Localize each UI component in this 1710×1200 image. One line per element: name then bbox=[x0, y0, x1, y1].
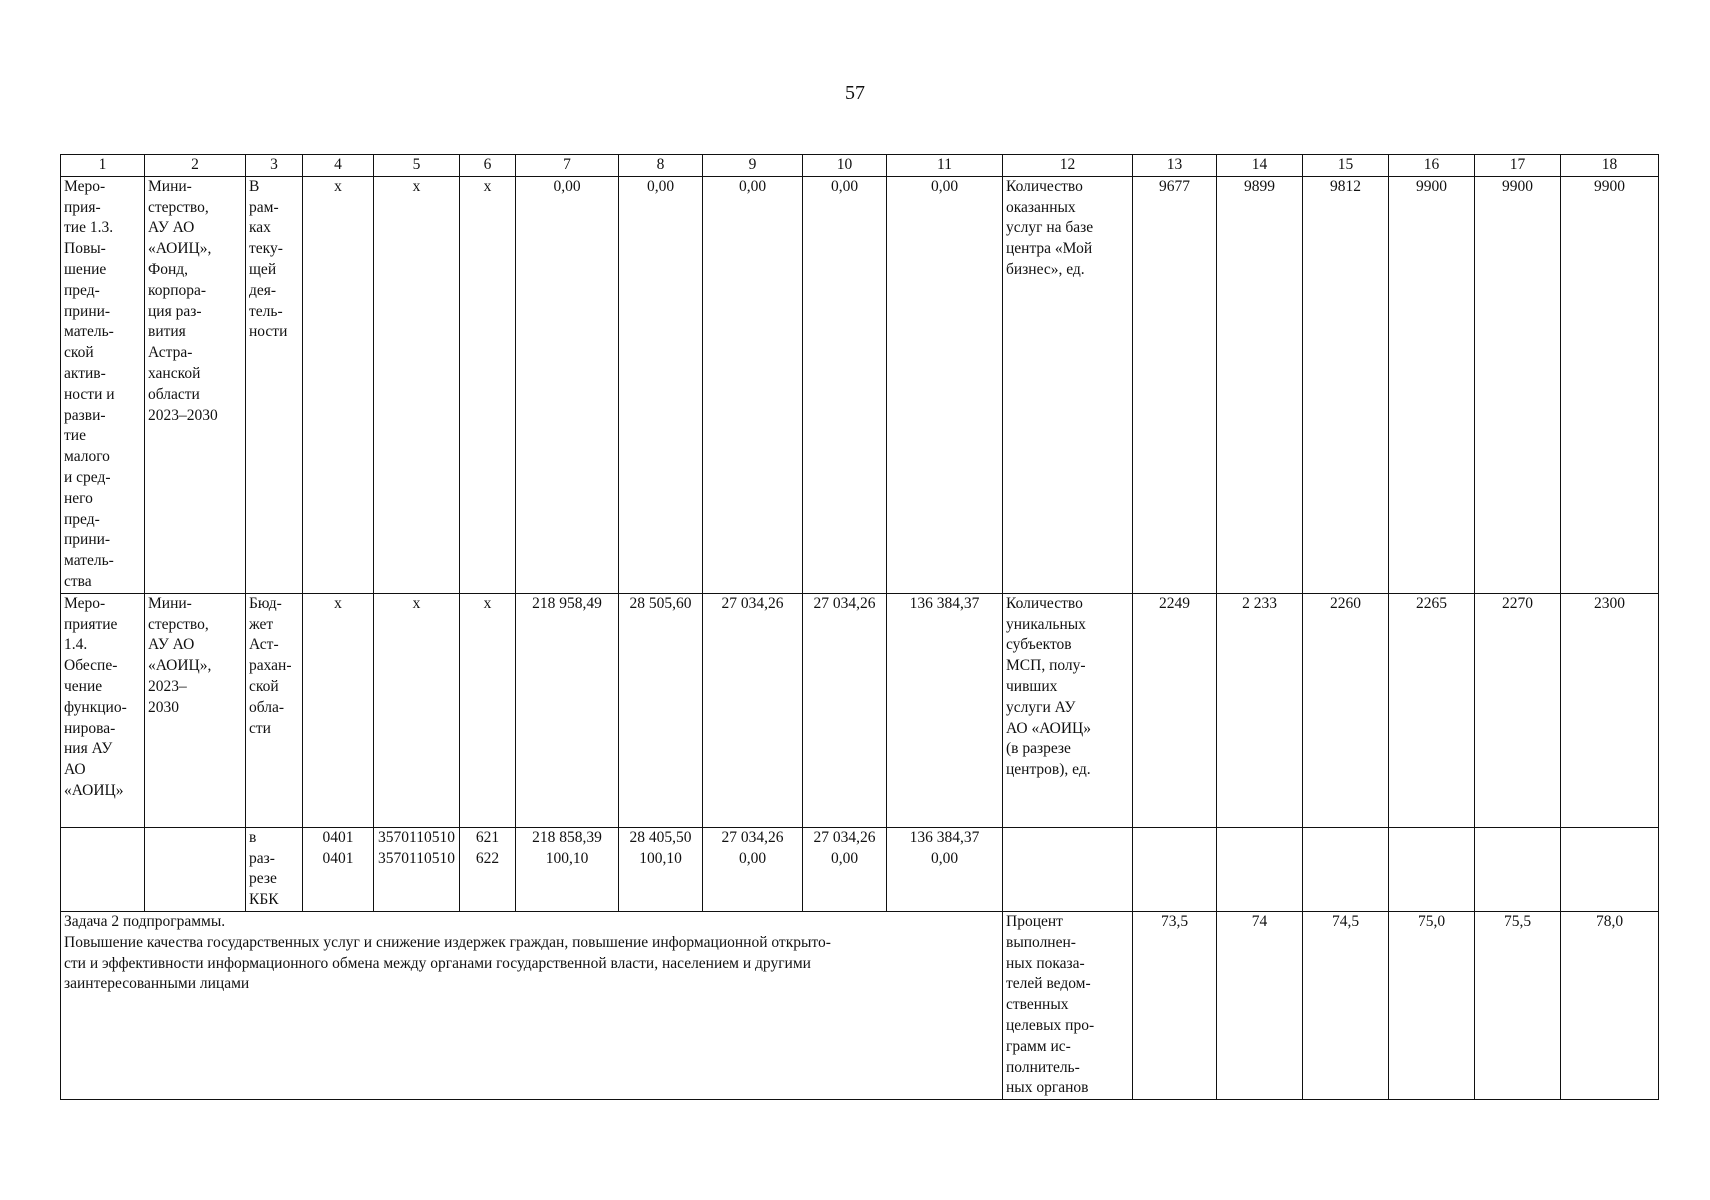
amount-cell: 27 034,26 bbox=[803, 593, 887, 827]
code-cell: х bbox=[374, 176, 460, 593]
kbk-line: 27 034,26 bbox=[813, 828, 876, 846]
header-cell: 14 bbox=[1217, 155, 1303, 177]
header-cell: 11 bbox=[887, 155, 1003, 177]
amount-cell bbox=[803, 827, 887, 911]
header-cell: 13 bbox=[1133, 155, 1217, 177]
target-code-cell bbox=[374, 827, 460, 911]
table-row bbox=[61, 593, 1659, 827]
indicator-name: Количество оказанных услуг на базе центра «Мой бизнес», ед. bbox=[1003, 176, 1133, 593]
header-cell: 4 bbox=[303, 155, 374, 177]
kbk-line: 100,10 bbox=[545, 849, 589, 867]
header-cell: 18 bbox=[1561, 155, 1659, 177]
executor: Мини- стерство, АУ АО «АОИЦ», Фонд, корпора- ция раз- вития Астра- ханской области 2023–2030 bbox=[145, 176, 246, 593]
empty-cell bbox=[61, 827, 145, 911]
header-cell: 15 bbox=[1303, 155, 1389, 177]
header-cell: 10 bbox=[803, 155, 887, 177]
amount-cell: 136 384,37 bbox=[887, 593, 1003, 827]
empty-cell bbox=[1475, 827, 1561, 911]
kbk-line: 0,00 bbox=[738, 849, 767, 867]
indicator-value: 9812 bbox=[1303, 176, 1389, 593]
kbk-line: 0,00 bbox=[930, 849, 959, 867]
amount-cell: 0,00 bbox=[619, 176, 703, 593]
amount-cell: 0,00 bbox=[703, 176, 803, 593]
kbk-line: 100,10 bbox=[639, 849, 682, 867]
kbk-line: 27 034,26 bbox=[721, 828, 784, 846]
task-cell bbox=[61, 911, 1003, 1099]
indicator-value: 2265 bbox=[1389, 593, 1475, 827]
kbk-line: 3570110510 bbox=[378, 828, 455, 846]
indicator-value: 2 233 bbox=[1217, 593, 1303, 827]
task-title: Задача 2 подпрограммы. bbox=[64, 912, 226, 930]
kbk-line: 0401 bbox=[322, 828, 354, 846]
empty-cell bbox=[1561, 827, 1659, 911]
kbk-line: 218 858,39 bbox=[532, 828, 602, 846]
indicator-value: 2300 bbox=[1561, 593, 1659, 827]
amount-cell bbox=[619, 827, 703, 911]
header-cell: 17 bbox=[1475, 155, 1561, 177]
indicator-value: 73,5 bbox=[1133, 911, 1217, 1099]
funding-source: Бюд- жет Аст- рахан- ской обла- сти bbox=[246, 593, 303, 827]
indicator-value: 2249 bbox=[1133, 593, 1217, 827]
amount-cell bbox=[887, 827, 1003, 911]
executor: Мини- стерство, АУ АО «АОИЦ», 2023– 2030 bbox=[145, 593, 246, 827]
funding-source: В рам- ках теку- щей дея- тель- ности bbox=[246, 176, 303, 593]
indicator-value: 9677 bbox=[1133, 176, 1217, 593]
kbk-line: 0,00 bbox=[830, 849, 859, 867]
table-row bbox=[61, 911, 1659, 1099]
indicator-value: 74 bbox=[1217, 911, 1303, 1099]
amount-cell: 218 958,49 bbox=[516, 593, 619, 827]
empty-cell bbox=[145, 827, 246, 911]
code-cell: х bbox=[460, 593, 516, 827]
section-code-cell bbox=[303, 827, 374, 911]
expense-type-cell bbox=[460, 827, 516, 911]
empty-cell bbox=[1303, 827, 1389, 911]
amount-cell: 0,00 bbox=[516, 176, 619, 593]
header-row bbox=[61, 155, 1659, 177]
empty-cell bbox=[1003, 827, 1133, 911]
task-text: Повышение качества государственных услуг и снижение издержек граждан, повышение информационной открыто- сти и эффективности информационного обмена между органами государственной власти, населением и другими заинтересованными лицами bbox=[64, 933, 831, 993]
kbk-line: 621 bbox=[475, 828, 500, 846]
code-cell: х bbox=[303, 593, 374, 827]
kbk-line: 0401 bbox=[322, 849, 354, 867]
code-cell: х bbox=[460, 176, 516, 593]
header-cell: 12 bbox=[1003, 155, 1133, 177]
empty-cell bbox=[1217, 827, 1303, 911]
header-cell: 3 bbox=[246, 155, 303, 177]
indicator-name: Количество уникальных субъектов МСП, полу- чивших услуги АУ АО «АОИЦ» (в разрезе центров), ед. bbox=[1003, 593, 1133, 827]
indicator-value: 74,5 bbox=[1303, 911, 1389, 1099]
amount-cell bbox=[516, 827, 619, 911]
activity-name: Меро- приятие 1.4. Обеспе- чение функцио- нирова- ния АУ АО «АОИЦ» bbox=[61, 593, 145, 827]
indicator-value: 9900 bbox=[1475, 176, 1561, 593]
indicator-value: 75,0 bbox=[1389, 911, 1475, 1099]
activity-name: Меро- прия- тие 1.3. Повы- шение пред- прини- матель- ской актив- ности и разви- тие малого и сред- него пред- прини- матель- ства bbox=[61, 176, 145, 593]
header-cell: 7 bbox=[516, 155, 619, 177]
table-row bbox=[61, 827, 1659, 911]
indicator-value: 9899 bbox=[1217, 176, 1303, 593]
amount-cell: 0,00 bbox=[803, 176, 887, 593]
kbk-line: 28 405,50 bbox=[629, 828, 692, 846]
amount-cell: 0,00 bbox=[887, 176, 1003, 593]
indicator-value: 9900 bbox=[1389, 176, 1475, 593]
header-cell: 9 bbox=[703, 155, 803, 177]
table-row bbox=[61, 176, 1659, 593]
page-number: 57 bbox=[845, 82, 865, 104]
kbk-line: 3570110510 bbox=[378, 849, 455, 867]
header-cell: 8 bbox=[619, 155, 703, 177]
header-cell: 5 bbox=[374, 155, 460, 177]
indicator-value: 2270 bbox=[1475, 593, 1561, 827]
amount-cell bbox=[703, 827, 803, 911]
code-cell: х bbox=[303, 176, 374, 593]
header-cell: 6 bbox=[460, 155, 516, 177]
code-cell: х bbox=[374, 593, 460, 827]
indicator-value: 2260 bbox=[1303, 593, 1389, 827]
header-cell: 2 bbox=[145, 155, 246, 177]
program-table bbox=[60, 154, 1659, 1100]
kbk-breakdown-label: в раз- резе КБК bbox=[246, 827, 303, 911]
header-cell: 16 bbox=[1389, 155, 1475, 177]
indicator-value: 75,5 bbox=[1475, 911, 1561, 1099]
kbk-line: 622 bbox=[475, 849, 500, 867]
amount-cell: 27 034,26 bbox=[703, 593, 803, 827]
empty-cell bbox=[1389, 827, 1475, 911]
indicator-value: 78,0 bbox=[1561, 911, 1659, 1099]
empty-cell bbox=[1133, 827, 1217, 911]
indicator-name: Процент выполнен- ных показа- телей ведом- ственных целевых про- грамм ис- полнитель- ных органов bbox=[1003, 911, 1133, 1099]
header-cell: 1 bbox=[61, 155, 145, 177]
indicator-value: 9900 bbox=[1561, 176, 1659, 593]
amount-cell: 28 505,60 bbox=[619, 593, 703, 827]
kbk-line: 136 384,37 bbox=[909, 828, 980, 846]
